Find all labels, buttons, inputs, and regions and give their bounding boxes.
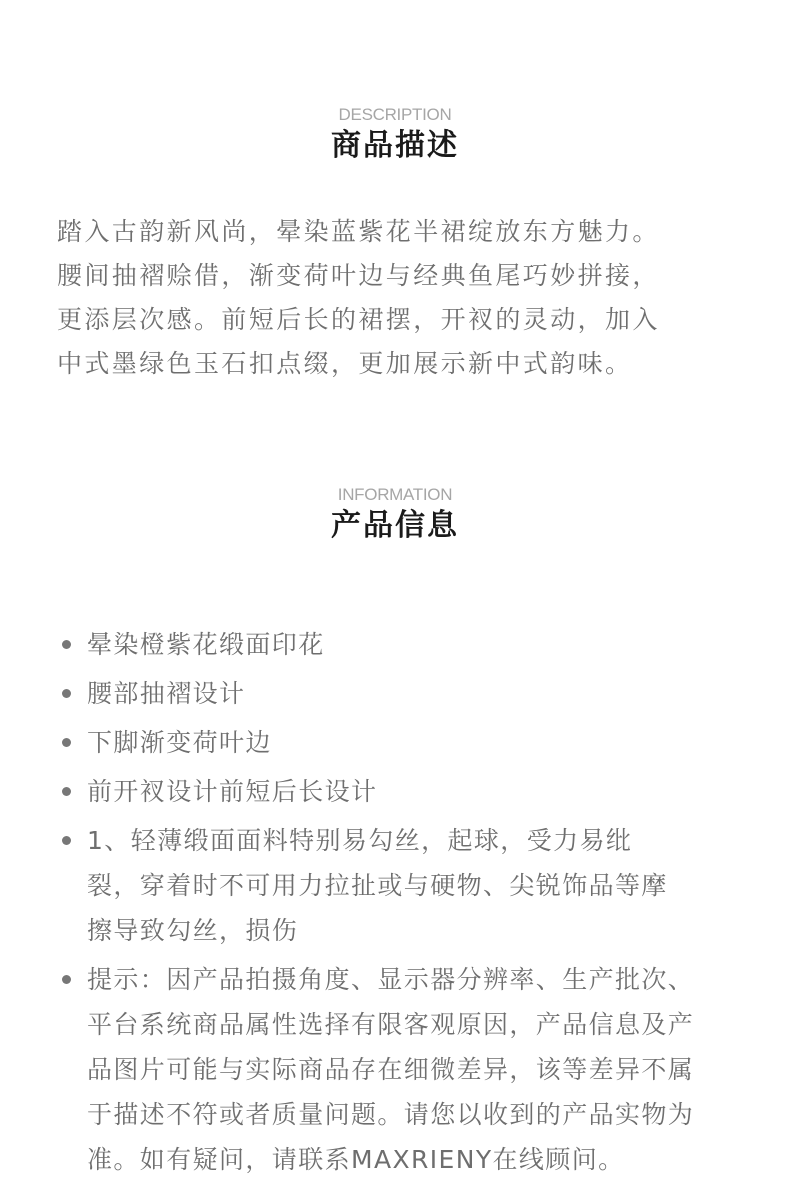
bullet-icon (62, 738, 71, 747)
information-list (57, 622, 747, 1186)
bullet-icon (62, 787, 71, 796)
care-note-item (57, 818, 747, 953)
care-note-line: 1、轻薄缎面面料特别易勾丝，起球，受力易纰 (87, 826, 633, 855)
information-item (57, 769, 747, 814)
information-title: 产品信息 (331, 508, 459, 543)
disclaimer-line: 准。如有疑问，请联系MAXRIENY在线顾问。 (87, 1145, 625, 1174)
bullet-icon (62, 640, 71, 649)
description-line: 踏入古韵新风尚，晕染蓝紫花半裙绽放东方魅力。 (57, 217, 660, 246)
care-note-line: 擦导致勾丝，损伤 (87, 916, 299, 945)
description-header (0, 105, 790, 164)
disclaimer-line: 提示：因产品拍摄角度、显示器分辨率、生产批次、 (87, 965, 695, 994)
description-body (57, 210, 747, 386)
description-line: 中式墨绿色玉石扣点缀，更加展示新中式韵味。 (57, 349, 633, 378)
bullet-icon (62, 836, 71, 845)
information-item-text: 下脚渐变荷叶边 (87, 728, 272, 757)
information-eyebrow: INFORMATION (337, 485, 453, 504)
description-line: 更添层次感。前短后长的裙摆，开衩的灵动，加入 (57, 305, 660, 334)
information-header (0, 485, 790, 544)
disclaimer-item (57, 957, 747, 1182)
disclaimer-line: 平台系统商品属性选择有限客观原因，产品信息及产 (87, 1010, 695, 1039)
care-note-line: 裂，穿着时不可用力拉扯或与硬物、尖锐饰品等摩 (87, 871, 668, 900)
description-eyebrow: DESCRIPTION (338, 105, 452, 124)
information-item-text: 前开衩设计前短后长设计 (87, 777, 378, 806)
information-item-text: 腰部抽褶设计 (87, 679, 246, 708)
information-item (57, 720, 747, 765)
description-line: 腰间抽褶赊借，渐变荷叶边与经典鱼尾巧妙拼接， (57, 261, 660, 290)
description-title: 商品描述 (331, 128, 459, 163)
disclaimer-line: 于描述不符或者质量问题。请您以收到的产品实物为 (87, 1100, 695, 1129)
disclaimer-line: 品图片可能与实际商品存在细微差异，该等差异不属 (87, 1055, 695, 1084)
information-item (57, 671, 747, 716)
information-item (57, 622, 747, 667)
bullet-icon (62, 975, 71, 984)
information-item-text: 晕染橙紫花缎面印花 (87, 630, 325, 659)
bullet-icon (62, 689, 71, 698)
